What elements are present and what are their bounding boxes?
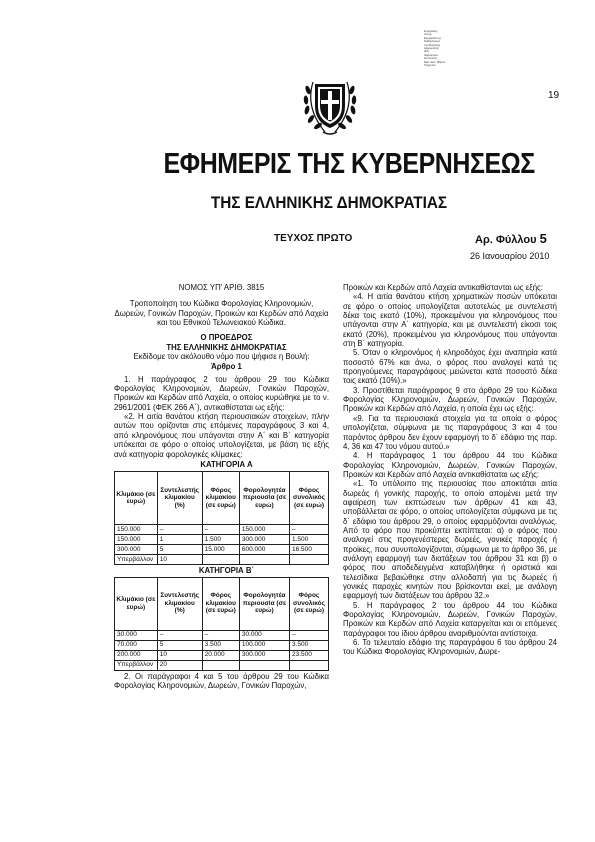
paragraph: «2. Η αιτία θανάτου κτήση περιουσιακών στοιχείων, πλην αυτών που ορίζονται στις επόμενες παραγράφους 3 και 4, από κληρονόμους που υπάγονται στην Α΄ και Β΄ κατηγορία υπόκειται σε φόρο ο οποίος υπολογίζεται, με βάση τις εξής ανά κατηγορία φορολογικές κλίμακες: [114,412,329,459]
table-row [115,535,329,545]
right-column [343,283,557,657]
table-cell: 5 [157,640,202,650]
tax-table-category-a [114,471,329,565]
table-row [115,630,329,640]
stamp-line: Δημοκρατίας [424,47,439,51]
table-cell: 600.000 [239,545,289,555]
table-cell: – [202,630,239,640]
table-header: Φορολογητέα περιουσία (σε ευρώ) [239,472,289,525]
tax-table-category-b [114,577,329,671]
paragraph: 5. Η παράγραφος 2 του άρθρου 44 του Κώδικα Φορολογίας Κληρονομιών, Δωρεών, Γονικών Παροχών, Προικών και Κερδών από Λαχεία καταργείται και οι επόμενες παράγραφοι του ίδιου άρθρου αναριθμούνται αντίστοιχα. [343,600,557,638]
table-cell: 150.000 [115,535,158,545]
stamp-line: υπογρ. [424,33,433,37]
table-cell: 16.500 [289,545,328,555]
table-cell: 150.000 [239,525,289,535]
stamp-line: της Ελληνικής [424,43,441,47]
table-cell: 300.000 [239,650,289,660]
table-cell: 10 [157,555,202,565]
gazette-subtitle: ΤΗΣ ΕΛΛΗΝΙΚΗΣ ΔΗΜΟΚΡΑΤΙΑΣ [210,193,448,212]
page-number: 19 [548,90,560,101]
table-cell: 150.000 [115,525,158,535]
table-cell: 30.000 [239,630,289,640]
table-cell [239,555,289,565]
issue-label: ΤΕΥΧΟΣ ΠΡΩΤΟ [274,233,353,244]
table-cell: 20 [157,660,202,670]
table-cell [202,660,239,670]
paragraph: «4. Η αιτία θανάτου κτήση χρηματικών ποσών υπόκειται σε φόρο ο οποίος υπολογίζεται αυτοτελώς με συντελεστή δέκα τοις εκατό (10%), προκειμένου για κληρονόμους που υπάγονται στην Α΄ κατηγορία, και με συντελεστή είκοσι τοις εκατό (20%), προκειμένου για κληρονόμους που υπάγονται στη Β΄ κατηγορία. [343,292,557,349]
table-cell: – [202,525,239,535]
table-cell: Υπερβάλλον [115,555,158,565]
law-number: ΝΟΜΟΣ ΥΠ' ΑΡΙΘ. 3815 [178,283,265,292]
table-cell: 23.500 [289,650,328,660]
table-cell: 30.000 [115,630,158,640]
table-cell: – [289,525,328,535]
sheet-number [475,231,547,246]
paragraph: «9. Για τα περιουσιακά στοιχεία για τα οποία ο φόρος υπολογίζεται, σύμφωνα με τις παραγράφους 3 και 4 του παρόντος άρθρου δεν έχουν εφαρμογή το δ΄ εδάφιο της παρ. 4, 36 και 47 του νόμου αυτού.» [343,413,557,451]
table-cell: 10 [157,650,202,660]
table-row [115,640,329,650]
stamp-line: Ημερομηνία [424,53,438,57]
table-cell [289,555,328,565]
republic-heading: ΤΗΣ ΕΛΛΗΝΙΚΗΣ ΔΗΜΟΚΡΑΤΙΑΣ [166,342,287,352]
table-cell: 15.000 [202,545,239,555]
table-cell [202,555,239,565]
article-heading: Άρθρο 1 [211,362,242,372]
stamp-line: Τρέχουσα [424,64,436,68]
paragraph: 2. Οι παράγραφοι 4 και 5 του άρθρου 29 του Κώδικα Φορολογίας Κληρονομιών, Δωρεών, Γονικών Παροχών, [114,671,329,690]
table-header: Φόρος κλιμακίου (σε ευρώ) [202,472,239,525]
president-heading: Ο ΠΡΟΕΔΡΟΣ [200,333,253,343]
paragraph: Προικών και Κερδών από Λαχεία αντικαθίστανται ως εξής: [343,283,543,292]
table-header: Συντελεστής κλιμακίου (%) [157,472,202,525]
table-cell: 3.500 [289,640,328,650]
table-cell: – [157,525,202,535]
table-header: Συντελεστής κλιμακίου (%) [157,577,202,630]
stamp-line: Ώρα: Δευτ. Μάρτιο [424,60,446,64]
table-cell: 1.500 [289,535,328,545]
enactment-text: Εκδίδομε τον ακόλουθο νόμο που ψήφισε η Βουλή: [133,352,310,362]
table-cell: 5 [157,545,202,555]
greek-coat-of-arms-icon [301,72,359,136]
table-cell: 20.000 [202,650,239,660]
sheet-number-value: 5 [539,231,547,246]
table-header: Φόρος κλιμακίου (σε ευρώ) [202,577,239,630]
sheet-label: Αρ. Φύλλου [475,234,537,246]
table-header: Κλιμάκιο (σε ευρώ) [115,472,158,525]
table-cell: – [157,630,202,640]
gazette-title: ΕΦΗΜΕΡΙΣ ΤΗΣ ΚΥΒΕΡΝΗΣΕΩΣ [163,148,535,180]
stamp-line: (ΕΤ) [424,50,430,54]
law-title: Τροποποίηση του Κώδικα Φορολογίας Κληρονομιών, Δωρεών, Γονικών Παροχών, Προικών και Κερδών από Λαχεία και του Εθνικού Τελωνειακού Κώδικα. [114,299,329,328]
table-cell: 100.000 [239,640,289,650]
stamp-line: Κυβερνήσεως [424,40,441,44]
paragraph: 5. Όταν ο κληρονόμος ή κληροδόχος έχει αναπηρία κατά ποσοστό 67% και άνω, ο φόρος που αναλογεί κατά τις προηγούμενες παραγράφους μειώνεται κατά ποσοστό δέκα τοις εκατό (10%).» [343,348,557,386]
stamp-line: Ε.ψηφιακής [424,30,438,33]
table-cell: 70.000 [115,640,158,650]
table-cell [289,660,328,670]
digital-signature-stamp [424,30,484,67]
table-cell: 200.000 [115,650,158,660]
paragraph: «1. Το υπόλοιπο της περιουσίας που αποκτάται αιτία δωρεάς ή γονικής παροχής, το οποίο απομένει μετά την αφαίρεση των εκπτώσεων των άρθρων 41 και 43, υποβάλλεται σε φόρο, ο οποίος υπολογίζεται σύμφωνα με τις δ΄ εδάφιο του άρθρου 29, ο οποίος εφαρμόζονται αναλόγως. Από το φόρο που προκύπτει εκπίπτεται: α) ο φόρος που αναλογεί στις προγενέστερες δωρεές, γονικές παροχές ή προίκες, που συνυπολογίζονται, σύμφωνα με το άρθρο 36, με ανάλογη εφαρμογή των διατάξεων του άρθρου 31 και β) ο φόρος που αποδεδειγμένα καταβλήθηκε ή οριστικά και τελεσίδικα βεβαιώθηκε στην αλλοδαπή για τις δωρεές ή γονικές παροχές κινητών που βρίσκονται εκεί, με ανάλογη εφαρμογή των διατάξεων του άρθρου 32.» [343,479,557,601]
stamp-line: Εφημερίδα της [424,36,441,40]
table-cell: 1.500 [202,535,239,545]
stamp-line: εκτύπωσης: [424,57,438,61]
table-cell [239,660,289,670]
table-cell: Υπερβάλλον [115,660,158,670]
table-row [115,525,329,535]
table-cell: 300.000 [115,545,158,555]
table-row [115,660,329,670]
table-cell: 1 [157,535,202,545]
paragraph: 6. Το τελευταίο εδάφιο της παραγράφου 6 του άρθρου 24 του Κώδικα Φορολογίας Κληρονομιών, Δωρε- [343,638,557,657]
table-cell: 300.000 [239,535,289,545]
paragraph: 4. Η παράγραφος 1 του άρθρου 44 του Κώδικα Φορολογίας Κληρονομιών, Δωρεών, Γονικών Παροχών, Προικών και Κερδών από Λαχεία αντικαθίσταται ως εξής: [343,451,557,479]
table-cell: 3.500 [202,640,239,650]
table-row [115,650,329,660]
left-column [114,283,329,690]
table-header: Κλιμάκιο (σε ευρώ) [115,577,158,630]
table-header: Φόρος συνολικός (σε ευρώ) [289,472,328,525]
table-header: Φόρος συνολικός (σε ευρώ) [289,577,328,630]
paragraph: 1. Η παράγραφος 2 του άρθρου 29 του Κώδικα Φορολογίας Κληρονομιών, Δωρεών, Γονικών Παροχών, Προικών και Κερδών από Λαχεία, ο οποίος κυρώθηκε με το ν. 2961/2001 (ΦΕΚ 266 Α΄), αντικαθίσταται ως εξής: [114,374,329,412]
category-a-heading: ΚΑΤΗΓΟΡΙΑ Α [200,459,253,469]
category-b-heading: ΚΑΤΗΓΟΡΙΑ Β΄ [198,566,255,576]
table-header: Φορολογητέα περιουσία (σε ευρώ) [239,577,289,630]
publication-date: 26 Ιανουαρίου 2010 [470,251,550,261]
table-row [115,555,329,565]
table-cell: – [289,630,328,640]
paragraph: 3. Προστίθεται παράγραφος 9 στο άρθρο 29 του Κώδικα Φορολογίας Κληρονομιών, Δωρεών, Γονικών Παροχών, Προικών και Κερδών από Λαχεία, η οποία έχει ως εξής: [343,385,557,414]
table-row [115,545,329,555]
